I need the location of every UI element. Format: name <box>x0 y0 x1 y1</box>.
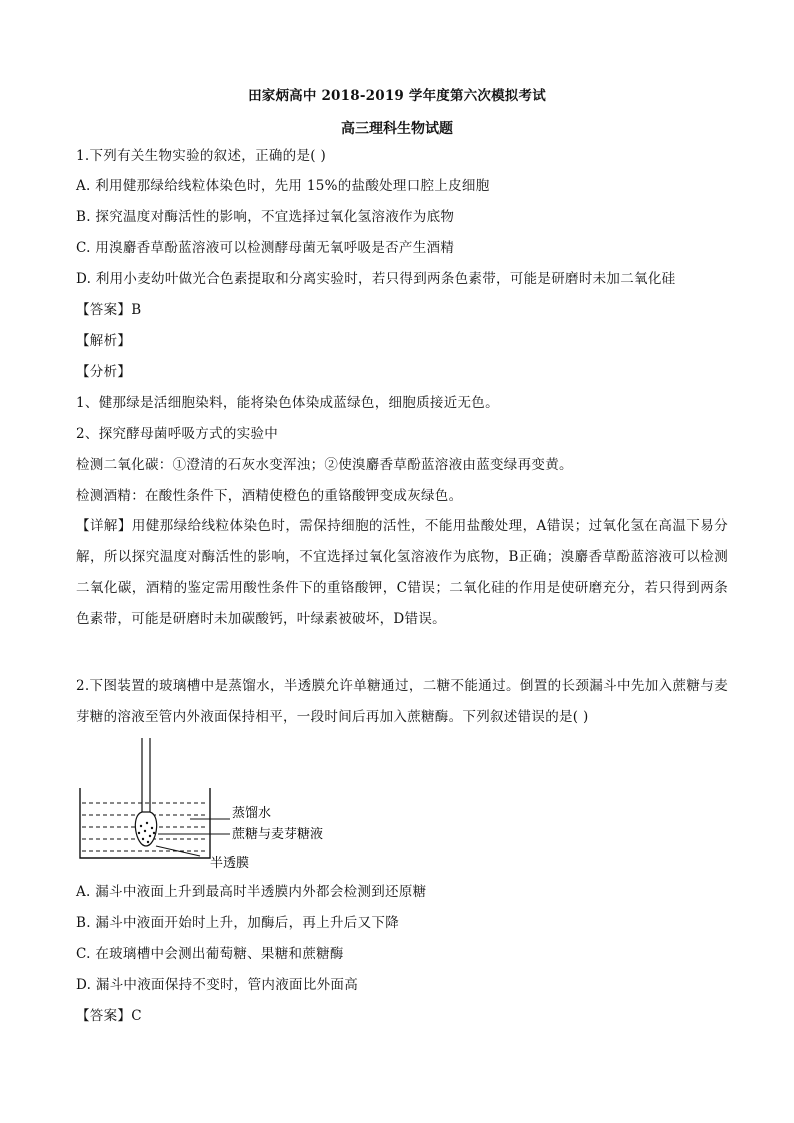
q2-option-d: D. 漏斗中液面保持不变时，管内液面比外面高 <box>76 977 359 993</box>
exam-subtitle: 高三理科生物试题 <box>341 121 453 137</box>
q1-answer: 【答案】B <box>76 302 142 318</box>
q1-detail: 【详解】用健那绿给线粒体染色时，需保持细胞的活性，不能用盐酸处理，A错误；过氧化氢在高温下易分解，所以探究温度对酶活性的影响，不宜选择过氧化氢溶液作为底物，B正确；溴麝香草酚蓝溶液可以检测二氧化碳，酒精的鉴定需用酸性条件下的重铬酸钾，C错误；二氧化硅的作用是使研磨充分，若只得到两条色素带，可能是研磨时未加碳酸钙，叶绿素被破坏，D错误。 <box>76 518 728 627</box>
q2-option-a: A. 漏斗中液面上升到最高时半透膜内外都会检测到还原糖 <box>76 884 427 900</box>
label-semipermeable-membrane: 半透膜 <box>210 856 250 871</box>
exam-title: 田家炳高中 2018-2019 学年度第六次模拟考试 <box>248 88 546 104</box>
q1-fenxi-heading: 【分析】 <box>76 364 132 380</box>
q1-option-b: B. 探究温度对酶活性的影响，不宜选择过氧化氢溶液作为底物 <box>76 209 455 225</box>
q1-option-a: A. 利用健那绿给线粒体染色时，先用 15%的盐酸处理口腔上皮细胞 <box>76 178 490 194</box>
q2-stem: 2.下图装置的玻璃槽中是蒸馏水，半透膜允许单糖通过，二糖不能通过。倒置的长颈漏斗中先加入蔗糖与麦芽糖的溶液至管内外液面保持相平，一段时间后再加入蔗糖酶。下列叙述错误的是( ) <box>76 678 728 725</box>
q2-option-c: C. 在玻璃槽中会测出葡萄糖、果糖和蔗糖酶 <box>76 946 344 962</box>
q1-point-2: 2、探究酵母菌呼吸方式的实验中 <box>76 426 279 442</box>
q1-option-d: D. 利用小麦幼叶做光合色素提取和分离实验时，若只得到两条色素带，可能是研磨时未加二氧化硅 <box>76 271 676 287</box>
q1-point-1: 1、健那绿是活细胞染料，能将染色体染成蓝绿色，细胞质接近无色。 <box>76 395 499 411</box>
q2-option-b: B. 漏斗中液面开始时上升，加酶后，再上升后又下降 <box>76 915 400 931</box>
q1-analysis-heading: 【解析】 <box>76 333 132 349</box>
q2-answer: 【答案】C <box>76 1008 142 1024</box>
label-sugar-solution: 蔗糖与麦芽糖液 <box>232 827 324 842</box>
q1-point-4: 检测酒精：在酸性条件下，酒精使橙色的重铬酸钾变成灰绿色。 <box>76 488 463 504</box>
q1-option-c: C. 用溴麝香草酚蓝溶液可以检测酵母菌无氧呼吸是否产生酒精 <box>76 240 455 256</box>
label-distilled-water: 蒸馏水 <box>232 806 272 821</box>
q1-stem: 1.下列有关生物实验的叙述，正确的是( ) <box>76 148 327 164</box>
q1-point-3: 检测二氧化碳：①澄清的石灰水变浑浊；②使溴麝香草酚蓝溶液由蓝变绿再变黄。 <box>76 457 573 473</box>
osmosis-apparatus-diagram <box>60 730 360 875</box>
